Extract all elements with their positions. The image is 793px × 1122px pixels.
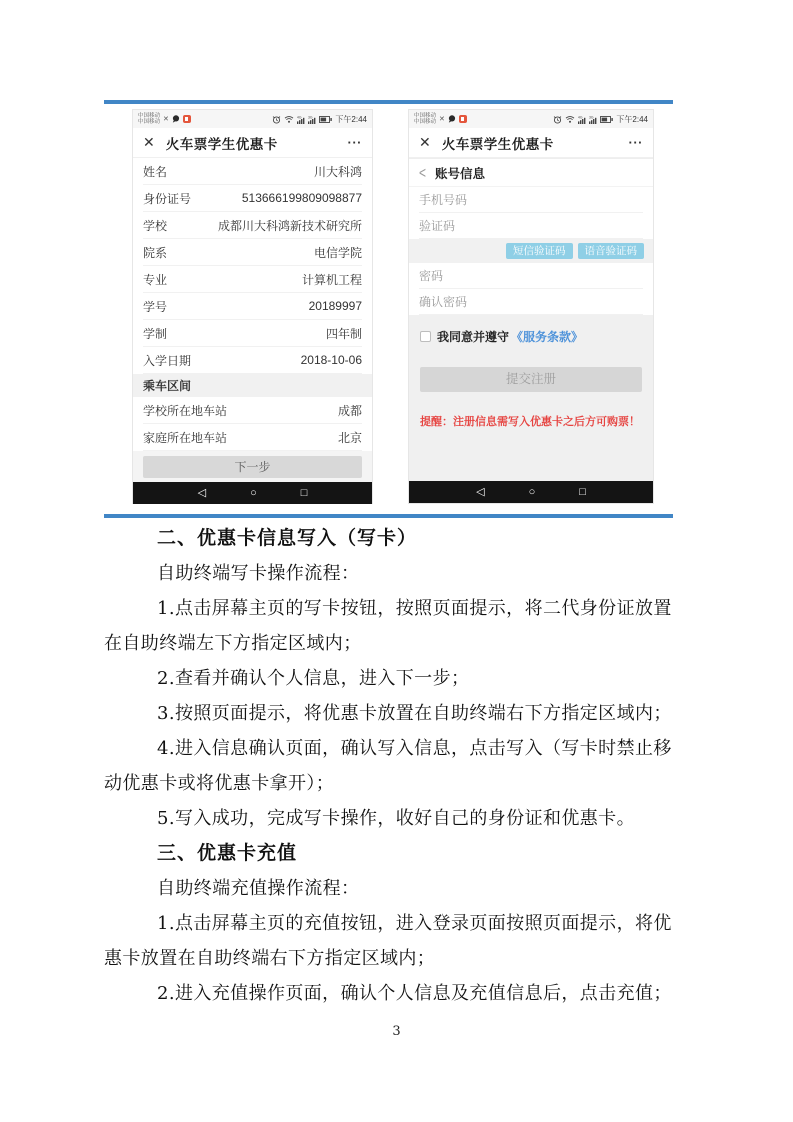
message-icon	[172, 115, 180, 123]
doc-line: 5.写入成功，完成写卡操作，收好自己的身份证和优惠卡。	[157, 808, 635, 829]
app-title: 火车票学生优惠卡	[165, 136, 278, 152]
carrier-label: 中国移动 中国移动	[414, 113, 437, 125]
back-icon[interactable]: ◁	[476, 485, 485, 498]
doc-line: 惠卡放置在自助终端右下方指定区域内；	[104, 948, 436, 969]
battery-icon	[319, 116, 332, 123]
doc-line: 动优惠卡或将优惠卡拿开）；	[104, 773, 335, 794]
account-info-header	[409, 158, 653, 187]
android-nav-bar	[409, 481, 653, 503]
message-icon	[448, 115, 456, 123]
back-icon[interactable]: ◁	[197, 486, 207, 499]
top-divider	[104, 100, 673, 104]
close-icon[interactable]: ✕	[419, 134, 431, 150]
status-bar	[409, 110, 653, 128]
password-input[interactable]: 密码	[419, 263, 643, 289]
screenshot-account-register-form	[408, 109, 654, 504]
home-icon[interactable]: ○	[528, 485, 536, 498]
signal-4g-icon	[297, 115, 305, 124]
verification-code-input[interactable]: 验证码	[419, 213, 643, 239]
terms-link[interactable]: 《服务条款》	[511, 330, 584, 344]
alarm-icon	[272, 115, 281, 124]
register-warning-text: 提醒：注册信息需写入优惠卡之后方可购票！	[420, 416, 640, 428]
svg-text:4G: 4G	[297, 114, 302, 119]
app-title: 火车票学生优惠卡	[441, 136, 554, 152]
account-info-title: 账号信息	[435, 166, 486, 181]
document-text	[104, 521, 696, 1011]
svg-text:3G: 3G	[308, 114, 313, 119]
status-bar	[133, 110, 372, 128]
android-nav-bar	[133, 482, 372, 504]
more-icon[interactable]: ···	[347, 135, 362, 150]
form-row-department: 院系 电信学院	[143, 239, 362, 266]
form-row-name: 姓名 川大科鸿	[143, 158, 362, 185]
app-notification-icon	[183, 115, 191, 123]
screenshot-student-info-form	[132, 109, 373, 504]
back-chevron-icon[interactable]: <	[419, 163, 427, 182]
home-icon[interactable]: ○	[250, 486, 257, 499]
code-button-band	[409, 239, 653, 263]
sms-code-button[interactable]: 短信验证码	[506, 243, 573, 260]
doc-line: 1.点击屏幕主页的充值按钮，进入登录页面按照页面提示，将优	[157, 913, 672, 934]
signal-4g-icon	[578, 115, 586, 124]
recents-icon[interactable]: □	[579, 485, 586, 498]
recents-icon[interactable]: □	[300, 486, 308, 499]
form-row-duration: 学制 四年制	[143, 320, 362, 347]
agree-terms-row	[420, 328, 642, 345]
doc-line: 1.点击屏幕主页的写卡按钮，按照页面提示，将二代身份证放置	[157, 598, 672, 619]
confirm-password-input[interactable]: 确认密码	[419, 289, 643, 315]
wifi-icon	[284, 115, 294, 123]
form-row-school-station: 学校所在地车站 成都	[143, 397, 362, 424]
form-row-school: 学校 成都川大科鸿新技术研究所	[143, 212, 362, 239]
signal-3g-icon	[308, 115, 316, 124]
form-row-enroll-date: 入学日期 2018-10-06	[143, 347, 362, 374]
form-row-major: 专业 计算机工程	[143, 266, 362, 293]
alarm-icon	[553, 115, 562, 124]
signal-3g-icon	[589, 115, 597, 124]
battery-icon	[600, 116, 613, 123]
submit-register-button[interactable]: 提交注册	[420, 367, 642, 392]
doc-line: 4.进入信息确认页面，确认写入信息，点击写入（写卡时禁止移	[157, 738, 672, 759]
section-heading-write-card: 二、优惠卡信息写入（写卡）	[157, 527, 418, 549]
agree-label: 我同意并遵守	[437, 330, 510, 344]
close-icon[interactable]: ✕	[143, 134, 155, 150]
footer-area	[133, 451, 372, 482]
clock-text: 下午2:44	[335, 114, 367, 124]
section-header-ride-interval: 乘车区间	[133, 374, 372, 397]
form-row-id-number: 身份证号 513666199809098877	[143, 185, 362, 212]
doc-line: 自助终端充值操作流程：	[157, 878, 360, 899]
more-icon[interactable]: ···	[628, 135, 643, 150]
app-notification-icon	[459, 115, 467, 123]
phone-number-input[interactable]: 手机号码	[419, 187, 643, 213]
clock-text: 下午2:44	[616, 114, 648, 124]
wifi-icon	[565, 115, 575, 123]
doc-line: 3.按照页面提示，将优惠卡放置在自助终端右下方指定区域内；	[157, 703, 672, 724]
doc-line: 自助终端写卡操作流程：	[157, 563, 360, 584]
vibrate-icon: ✕	[163, 115, 169, 123]
app-title-bar	[409, 128, 653, 158]
doc-line: 在自助终端左下方指定区域内；	[104, 633, 362, 654]
next-step-button[interactable]: 下一步	[143, 456, 362, 478]
form-row-student-no: 学号 20189997	[143, 293, 362, 320]
app-title-bar	[133, 128, 372, 158]
section-heading-recharge: 三、优惠卡充值	[157, 842, 298, 864]
vibrate-icon: ✕	[439, 115, 445, 123]
agree-checkbox[interactable]	[420, 331, 431, 342]
svg-text:3G: 3G	[589, 114, 594, 119]
mid-divider	[104, 514, 673, 518]
form-row-home-station: 家庭所在地车站 北京	[143, 424, 362, 451]
register-panel	[409, 315, 653, 481]
doc-line: 2.进入充值操作页面，确认个人信息及充值信息后，点击充值；	[157, 983, 672, 1004]
carrier-label: 中国移动 中国移动	[138, 113, 161, 125]
svg-text:4G: 4G	[578, 114, 583, 119]
page-number: 3	[392, 1024, 401, 1039]
voice-code-button[interactable]: 语音验证码	[578, 243, 645, 260]
doc-line: 2.查看并确认个人信息，进入下一步；	[157, 668, 470, 689]
